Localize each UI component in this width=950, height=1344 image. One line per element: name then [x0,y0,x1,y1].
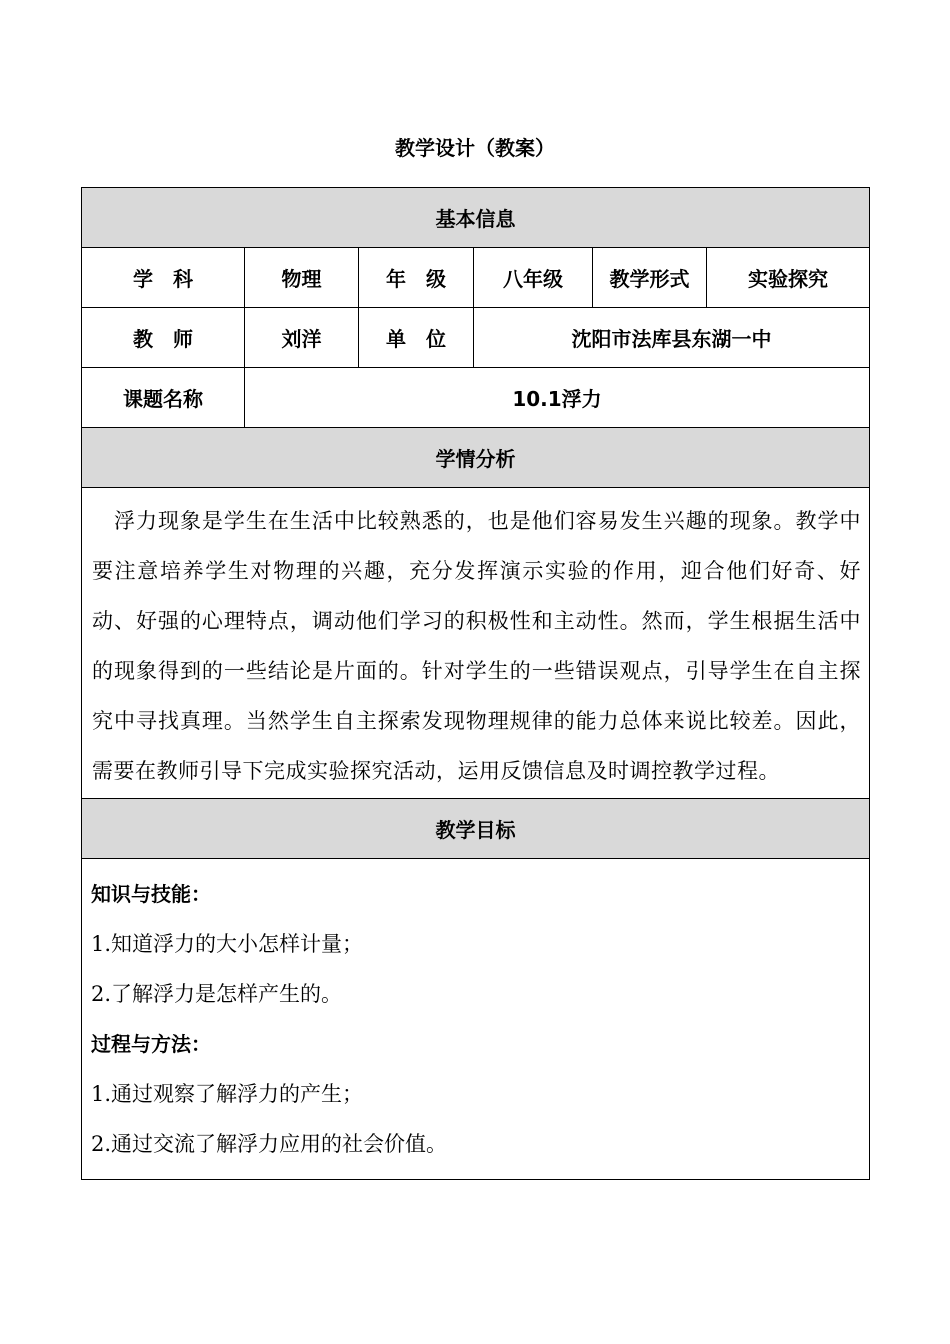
subject-value: 物理 [245,248,359,308]
document-title: 教学设计（教案） [395,136,555,160]
knowledge-skills-title: 知识与技能： [91,882,211,906]
format-value: 实验探究 [707,248,870,308]
topic-value: 10.1浮力 [245,368,870,428]
topic-label: 课题名称 [82,368,245,428]
teacher-label: 教 师 [82,308,245,368]
basic-info-header: 基本信息 [82,188,870,248]
grade-label: 年 级 [359,248,474,308]
unit-value: 沈阳市法库县东湖一中 [474,308,870,368]
analysis-header: 学情分析 [82,428,870,488]
objectives-body [82,859,870,1180]
process-item: 2.通过交流了解浮力应用的社会价值。 [91,1132,448,1156]
teacher-value: 刘洋 [245,308,359,368]
knowledge-item: 2.了解浮力是怎样产生的。 [91,982,343,1006]
format-label: 教学形式 [593,248,707,308]
grade-value: 八年级 [474,248,593,308]
subject-label: 学 科 [82,248,245,308]
lesson-plan-table [81,187,870,1180]
analysis-text: 浮力现象是学生在生活中比较熟悉的，也是他们容易发生兴趣的现象。教学中要注意培养学生对物理的兴趣，充分发挥演示实验的作用，迎合他们好奇、好动、好强的心理特点，调动他们学习的积极性和主动性。然而，学生根据生活中的现象得到的一些结论是片面的。针对学生的一些错误观点，引导学生在自主探究中寻找真理。当然学生自主探索发现物理规律的能力总体来说比较差。因此，需要在教师引导下完成实验探究活动，运用反馈信息及时调控教学过程。 [82,488,870,799]
knowledge-item: 1.知道浮力的大小怎样计量； [91,932,364,956]
objectives-header: 教学目标 [82,799,870,859]
unit-label: 单 位 [359,308,474,368]
process-item: 1.通过观察了解浮力的产生； [91,1082,364,1106]
process-methods-title: 过程与方法： [91,1032,211,1056]
